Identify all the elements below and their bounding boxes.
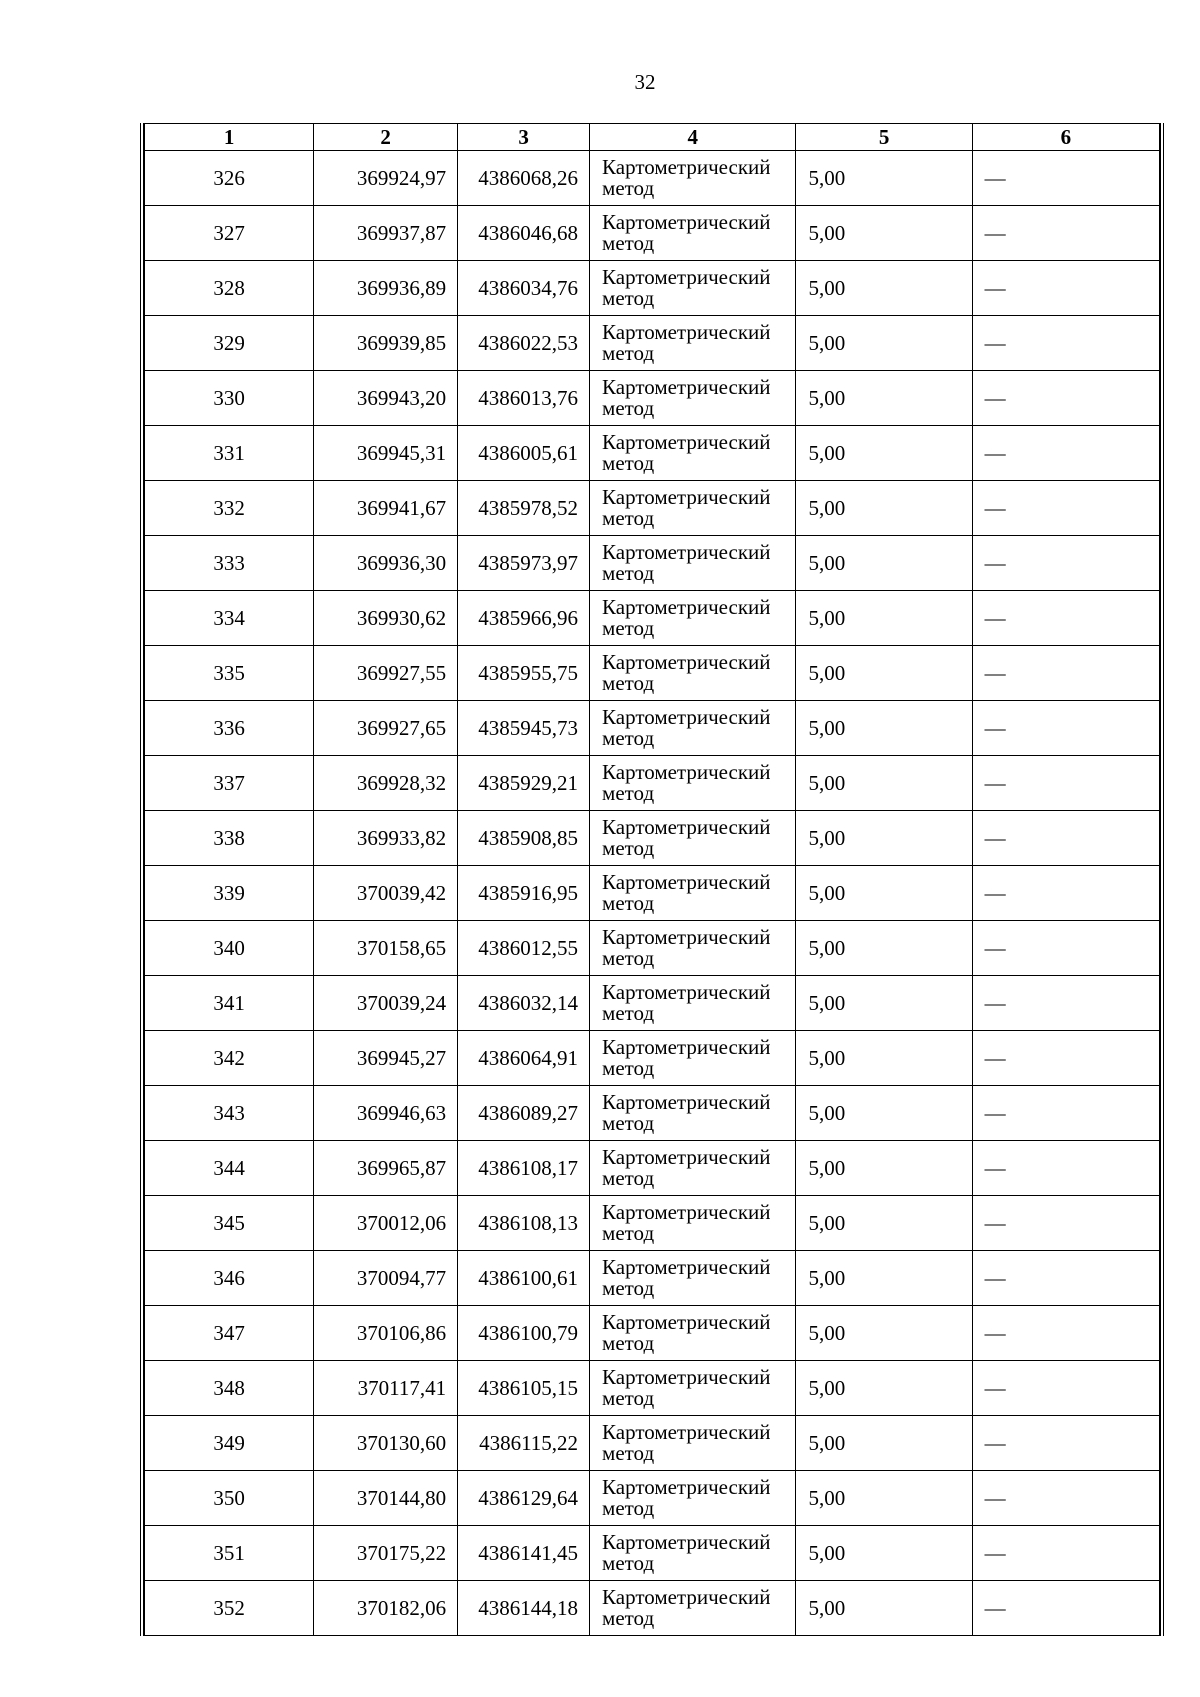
method-cell: Картометрический метод (590, 1416, 796, 1471)
note-cell: — (972, 976, 1159, 1031)
point-number-cell: 341 (145, 976, 314, 1031)
method-cell: Картометрический метод (590, 151, 796, 206)
accuracy-cell: 5,00 (796, 866, 972, 921)
point-number-cell: 336 (145, 701, 314, 756)
table-row (145, 1306, 1160, 1361)
table-header-row (145, 124, 1160, 151)
y-coordinate-cell: 4386108,17 (458, 1141, 590, 1196)
point-number-cell: 333 (145, 536, 314, 591)
table-row (145, 591, 1160, 646)
column-header: 5 (796, 124, 972, 151)
accuracy-cell: 5,00 (796, 1416, 972, 1471)
x-coordinate-cell: 369927,55 (314, 646, 458, 701)
note-cell: — (972, 1086, 1159, 1141)
point-number-cell: 337 (145, 756, 314, 811)
x-coordinate-cell: 369946,63 (314, 1086, 458, 1141)
point-number-cell: 335 (145, 646, 314, 701)
table-row (145, 426, 1160, 481)
y-coordinate-cell: 4386144,18 (458, 1581, 590, 1636)
table-row (145, 371, 1160, 426)
y-coordinate-cell: 4386108,13 (458, 1196, 590, 1251)
method-cell: Картометрический метод (590, 1141, 796, 1196)
y-coordinate-cell: 4386089,27 (458, 1086, 590, 1141)
method-cell: Картометрический метод (590, 536, 796, 591)
x-coordinate-cell: 370158,65 (314, 921, 458, 976)
accuracy-cell: 5,00 (796, 756, 972, 811)
accuracy-cell: 5,00 (796, 1526, 972, 1581)
point-number-cell: 332 (145, 481, 314, 536)
y-coordinate-cell: 4386064,91 (458, 1031, 590, 1086)
table-row (145, 811, 1160, 866)
y-coordinate-cell: 4386034,76 (458, 261, 590, 316)
point-number-cell: 347 (145, 1306, 314, 1361)
method-cell: Картометрический метод (590, 1086, 796, 1141)
x-coordinate-cell: 369928,32 (314, 756, 458, 811)
x-coordinate-cell: 369945,31 (314, 426, 458, 481)
table-row (145, 701, 1160, 756)
table-row (145, 1196, 1160, 1251)
method-cell: Картометрический метод (590, 1526, 796, 1581)
x-coordinate-cell: 369937,87 (314, 206, 458, 261)
note-cell: — (972, 206, 1159, 261)
y-coordinate-cell: 4385966,96 (458, 591, 590, 646)
y-coordinate-cell: 4386100,61 (458, 1251, 590, 1306)
note-cell: — (972, 811, 1159, 866)
y-coordinate-cell: 4386129,64 (458, 1471, 590, 1526)
accuracy-cell: 5,00 (796, 261, 972, 316)
y-coordinate-cell: 4386032,14 (458, 976, 590, 1031)
accuracy-cell: 5,00 (796, 701, 972, 756)
note-cell: — (972, 1141, 1159, 1196)
x-coordinate-cell: 369930,62 (314, 591, 458, 646)
x-coordinate-cell: 370144,80 (314, 1471, 458, 1526)
accuracy-cell: 5,00 (796, 976, 972, 1031)
y-coordinate-cell: 4385978,52 (458, 481, 590, 536)
method-cell: Картометрический метод (590, 1196, 796, 1251)
table-row (145, 1141, 1160, 1196)
point-number-cell: 330 (145, 371, 314, 426)
method-cell: Картометрический метод (590, 1031, 796, 1086)
column-header: 6 (972, 124, 1159, 151)
table-row (145, 1031, 1160, 1086)
method-cell: Картометрический метод (590, 866, 796, 921)
method-cell: Картометрический метод (590, 976, 796, 1031)
accuracy-cell: 5,00 (796, 1086, 972, 1141)
method-cell: Картометрический метод (590, 481, 796, 536)
note-cell: — (972, 426, 1159, 481)
note-cell: — (972, 536, 1159, 591)
method-cell: Картометрический метод (590, 316, 796, 371)
x-coordinate-cell: 369924,97 (314, 151, 458, 206)
table-row (145, 866, 1160, 921)
x-coordinate-cell: 370039,24 (314, 976, 458, 1031)
accuracy-cell: 5,00 (796, 1471, 972, 1526)
y-coordinate-cell: 4386012,55 (458, 921, 590, 976)
x-coordinate-cell: 369933,82 (314, 811, 458, 866)
point-number-cell: 338 (145, 811, 314, 866)
method-cell: Картометрический метод (590, 1361, 796, 1416)
method-cell: Картометрический метод (590, 1251, 796, 1306)
x-coordinate-cell: 369927,65 (314, 701, 458, 756)
x-coordinate-cell: 370182,06 (314, 1581, 458, 1636)
x-coordinate-cell: 369943,20 (314, 371, 458, 426)
method-cell: Картометрический метод (590, 921, 796, 976)
point-number-cell: 343 (145, 1086, 314, 1141)
x-coordinate-cell: 369936,30 (314, 536, 458, 591)
point-number-cell: 326 (145, 151, 314, 206)
column-header: 2 (314, 124, 458, 151)
y-coordinate-cell: 4386005,61 (458, 426, 590, 481)
note-cell: — (972, 1306, 1159, 1361)
y-coordinate-cell: 4386046,68 (458, 206, 590, 261)
note-cell: — (972, 1416, 1159, 1471)
note-cell: — (972, 151, 1159, 206)
page-number: 32 (634, 70, 656, 94)
x-coordinate-cell: 370117,41 (314, 1361, 458, 1416)
point-number-cell: 327 (145, 206, 314, 261)
method-cell: Картометрический метод (590, 1581, 796, 1636)
method-cell: Картометрический метод (590, 1306, 796, 1361)
y-coordinate-cell: 4385916,95 (458, 866, 590, 921)
x-coordinate-cell: 369965,87 (314, 1141, 458, 1196)
table-row (145, 481, 1160, 536)
table-row (145, 1251, 1160, 1306)
note-cell: — (972, 756, 1159, 811)
method-cell: Картометрический метод (590, 811, 796, 866)
x-coordinate-cell: 369936,89 (314, 261, 458, 316)
note-cell: — (972, 481, 1159, 536)
coordinates-table-wrapper (140, 123, 1164, 1636)
table-row (145, 921, 1160, 976)
method-cell: Картометрический метод (590, 701, 796, 756)
note-cell: — (972, 1361, 1159, 1416)
note-cell: — (972, 921, 1159, 976)
note-cell: — (972, 316, 1159, 371)
note-cell: — (972, 371, 1159, 426)
accuracy-cell: 5,00 (796, 646, 972, 701)
table-row (145, 756, 1160, 811)
accuracy-cell: 5,00 (796, 426, 972, 481)
y-coordinate-cell: 4385929,21 (458, 756, 590, 811)
accuracy-cell: 5,00 (796, 1306, 972, 1361)
x-coordinate-cell: 370175,22 (314, 1526, 458, 1581)
accuracy-cell: 5,00 (796, 1031, 972, 1086)
y-coordinate-cell: 4385973,97 (458, 536, 590, 591)
x-coordinate-cell: 370130,60 (314, 1416, 458, 1471)
table-row (145, 1471, 1160, 1526)
point-number-cell: 344 (145, 1141, 314, 1196)
method-cell: Картометрический метод (590, 206, 796, 261)
point-number-cell: 348 (145, 1361, 314, 1416)
method-cell: Картометрический метод (590, 371, 796, 426)
table-row (145, 1526, 1160, 1581)
point-number-cell: 329 (145, 316, 314, 371)
x-coordinate-cell: 370012,06 (314, 1196, 458, 1251)
point-number-cell: 346 (145, 1251, 314, 1306)
accuracy-cell: 5,00 (796, 371, 972, 426)
column-header: 4 (590, 124, 796, 151)
table-body (145, 151, 1160, 1636)
accuracy-cell: 5,00 (796, 316, 972, 371)
table-row (145, 1581, 1160, 1636)
note-cell: — (972, 701, 1159, 756)
accuracy-cell: 5,00 (796, 921, 972, 976)
accuracy-cell: 5,00 (796, 1141, 972, 1196)
column-header: 1 (145, 124, 314, 151)
accuracy-cell: 5,00 (796, 811, 972, 866)
y-coordinate-cell: 4386068,26 (458, 151, 590, 206)
y-coordinate-cell: 4386022,53 (458, 316, 590, 371)
point-number-cell: 342 (145, 1031, 314, 1086)
method-cell: Картометрический метод (590, 591, 796, 646)
note-cell: — (972, 591, 1159, 646)
x-coordinate-cell: 370039,42 (314, 866, 458, 921)
accuracy-cell: 5,00 (796, 591, 972, 646)
table-row (145, 1361, 1160, 1416)
point-number-cell: 334 (145, 591, 314, 646)
table-row (145, 151, 1160, 206)
point-number-cell: 339 (145, 866, 314, 921)
point-number-cell: 345 (145, 1196, 314, 1251)
x-coordinate-cell: 370106,86 (314, 1306, 458, 1361)
accuracy-cell: 5,00 (796, 1581, 972, 1636)
x-coordinate-cell: 369939,85 (314, 316, 458, 371)
x-coordinate-cell: 369941,67 (314, 481, 458, 536)
table-row (145, 1416, 1160, 1471)
note-cell: — (972, 261, 1159, 316)
table-row (145, 646, 1160, 701)
point-number-cell: 352 (145, 1581, 314, 1636)
y-coordinate-cell: 4386013,76 (458, 371, 590, 426)
method-cell: Картометрический метод (590, 1471, 796, 1526)
point-number-cell: 351 (145, 1526, 314, 1581)
y-coordinate-cell: 4385908,85 (458, 811, 590, 866)
note-cell: — (972, 1031, 1159, 1086)
point-number-cell: 331 (145, 426, 314, 481)
note-cell: — (972, 866, 1159, 921)
accuracy-cell: 5,00 (796, 1251, 972, 1306)
note-cell: — (972, 1581, 1159, 1636)
point-number-cell: 328 (145, 261, 314, 316)
x-coordinate-cell: 370094,77 (314, 1251, 458, 1306)
accuracy-cell: 5,00 (796, 481, 972, 536)
accuracy-cell: 5,00 (796, 206, 972, 261)
note-cell: — (972, 646, 1159, 701)
table-row (145, 206, 1160, 261)
note-cell: — (972, 1526, 1159, 1581)
note-cell: — (972, 1251, 1159, 1306)
table-row (145, 316, 1160, 371)
point-number-cell: 349 (145, 1416, 314, 1471)
table-row (145, 261, 1160, 316)
coordinates-table (144, 123, 1160, 1636)
note-cell: — (972, 1196, 1159, 1251)
y-coordinate-cell: 4386141,45 (458, 1526, 590, 1581)
method-cell: Картометрический метод (590, 426, 796, 481)
accuracy-cell: 5,00 (796, 536, 972, 591)
method-cell: Картометрический метод (590, 646, 796, 701)
x-coordinate-cell: 369945,27 (314, 1031, 458, 1086)
column-header: 3 (458, 124, 590, 151)
note-cell: — (972, 1471, 1159, 1526)
accuracy-cell: 5,00 (796, 1196, 972, 1251)
method-cell: Картометрический метод (590, 261, 796, 316)
accuracy-cell: 5,00 (796, 151, 972, 206)
y-coordinate-cell: 4385955,75 (458, 646, 590, 701)
point-number-cell: 340 (145, 921, 314, 976)
y-coordinate-cell: 4386115,22 (458, 1416, 590, 1471)
point-number-cell: 350 (145, 1471, 314, 1526)
accuracy-cell: 5,00 (796, 1361, 972, 1416)
y-coordinate-cell: 4385945,73 (458, 701, 590, 756)
y-coordinate-cell: 4386100,79 (458, 1306, 590, 1361)
table-row (145, 536, 1160, 591)
table-row (145, 976, 1160, 1031)
y-coordinate-cell: 4386105,15 (458, 1361, 590, 1416)
table-row (145, 1086, 1160, 1141)
method-cell: Картометрический метод (590, 756, 796, 811)
